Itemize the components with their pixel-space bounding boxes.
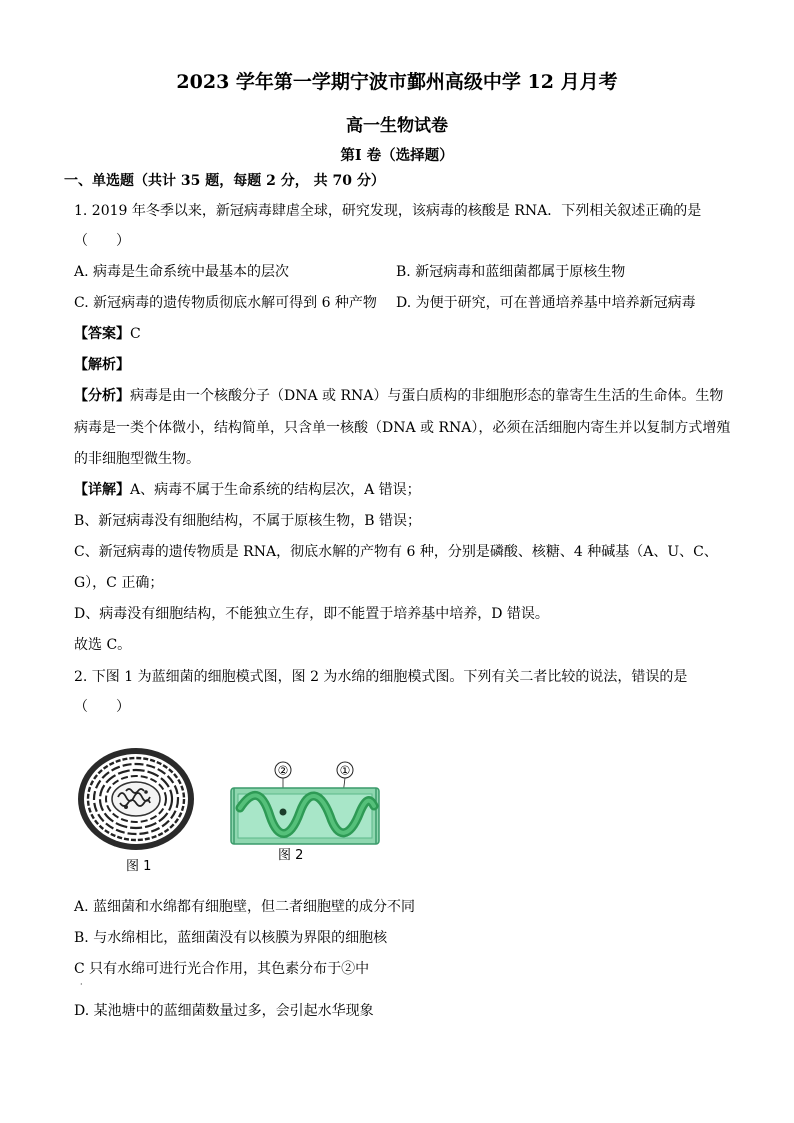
fenxi-line-3: 的非细胞型微生物。 xyxy=(74,451,200,467)
q1-paren: （ ） xyxy=(74,233,130,249)
figure-2-spirogyra xyxy=(230,760,380,846)
jiexi-label: 【解析】 xyxy=(74,357,130,373)
detail-line-3: C、新冠病毒的遗传物质是 RNA，彻底水解的产物有 6 种，分别是磷酸、核糖、4 种碱基（A、U、C、 xyxy=(74,544,718,560)
q2-option-c: C 只有水绵可进行光合作用，其色素分布于②中 xyxy=(74,961,370,977)
q1-stem: 1. 2019 年冬季以来，新冠病毒肆虐全球，研究发现，该病毒的核酸是 RNA．下列相关叙述正确的是 xyxy=(74,203,702,219)
detail-line-5: D、病毒没有细胞结构，不能独立生存，即不能置于培养基中培养，D 错误。 xyxy=(74,606,549,622)
exam-title: 2023 学年第一学期宁波市鄞州高级中学 12 月月考 xyxy=(176,71,618,93)
answer-label: 【答案】 xyxy=(74,326,130,342)
q2-option-d: D. 某池塘中的蓝细菌数量过多，会引起水华现象 xyxy=(74,1003,374,1019)
answer-value: C xyxy=(130,326,141,342)
q1-option-d: D. 为便于研究，可在普通培养基中培养新冠病毒 xyxy=(396,295,696,311)
figure-2-caption: 图 2 xyxy=(278,848,304,863)
figure-marker-1: ① xyxy=(339,763,351,778)
detail-line-4: G），C 正确； xyxy=(74,575,164,591)
dot-mark: · xyxy=(80,980,83,989)
detail-line-6: 故选 C。 xyxy=(74,637,132,653)
q1-option-c: C. 新冠病毒的遗传物质彻底水解可得到 6 种产物 xyxy=(74,295,377,311)
q1-option-b: B. 新冠病毒和蓝细菌都属于原核生物 xyxy=(396,264,626,280)
detail-line-2: B、新冠病毒没有细胞结构，不属于原核生物，B 错误； xyxy=(74,513,422,529)
q2-stem: 2. 下图 1 为蓝细菌的细胞模式图，图 2 为水绵的细胞模式图。下列有关二者比较的说法，错误的是 xyxy=(74,669,688,685)
fenxi-line-2: 病毒是一类个体微小，结构简单，只含单一核酸（DNA 或 RNA），必须在活细胞内寄生并以复制方式增殖 xyxy=(74,420,731,436)
figure-1-cyanobacterium xyxy=(76,745,196,853)
exam-subtitle: 高一生物试卷 xyxy=(346,116,448,136)
xiangjie-label: 【详解】 xyxy=(74,482,130,498)
detail-line-1: 【详解】A、病毒不属于生命系统的结构层次，A 错误； xyxy=(74,482,421,498)
figure-marker-2: ② xyxy=(277,763,289,778)
fenxi-label: 【分析】 xyxy=(74,388,130,404)
part-heading: 第Ⅰ 卷（选择题） xyxy=(340,147,454,164)
q2-option-a: A. 蓝细菌和水绵都有细胞壁，但二者细胞壁的成分不同 xyxy=(74,899,416,915)
q1-option-a: A. 病毒是生命系统中最基本的层次 xyxy=(74,264,290,280)
q2-option-b: B. 与水绵相比，蓝细菌没有以核膜为界限的细胞核 xyxy=(74,930,388,946)
section-heading: 一、单选题（共计 35 题，每题 2 分， 共 70 分） xyxy=(64,173,385,189)
q2-paren: （ ） xyxy=(74,699,130,715)
figure-1-caption: 图 1 xyxy=(126,859,152,874)
q1-answer xyxy=(74,325,141,343)
fenxi-line-1: 【分析】病毒是由一个核酸分子（DNA 或 RNA）与蛋白质构的非细胞形态的靠寄生生活的生命体。生物 xyxy=(74,388,724,404)
